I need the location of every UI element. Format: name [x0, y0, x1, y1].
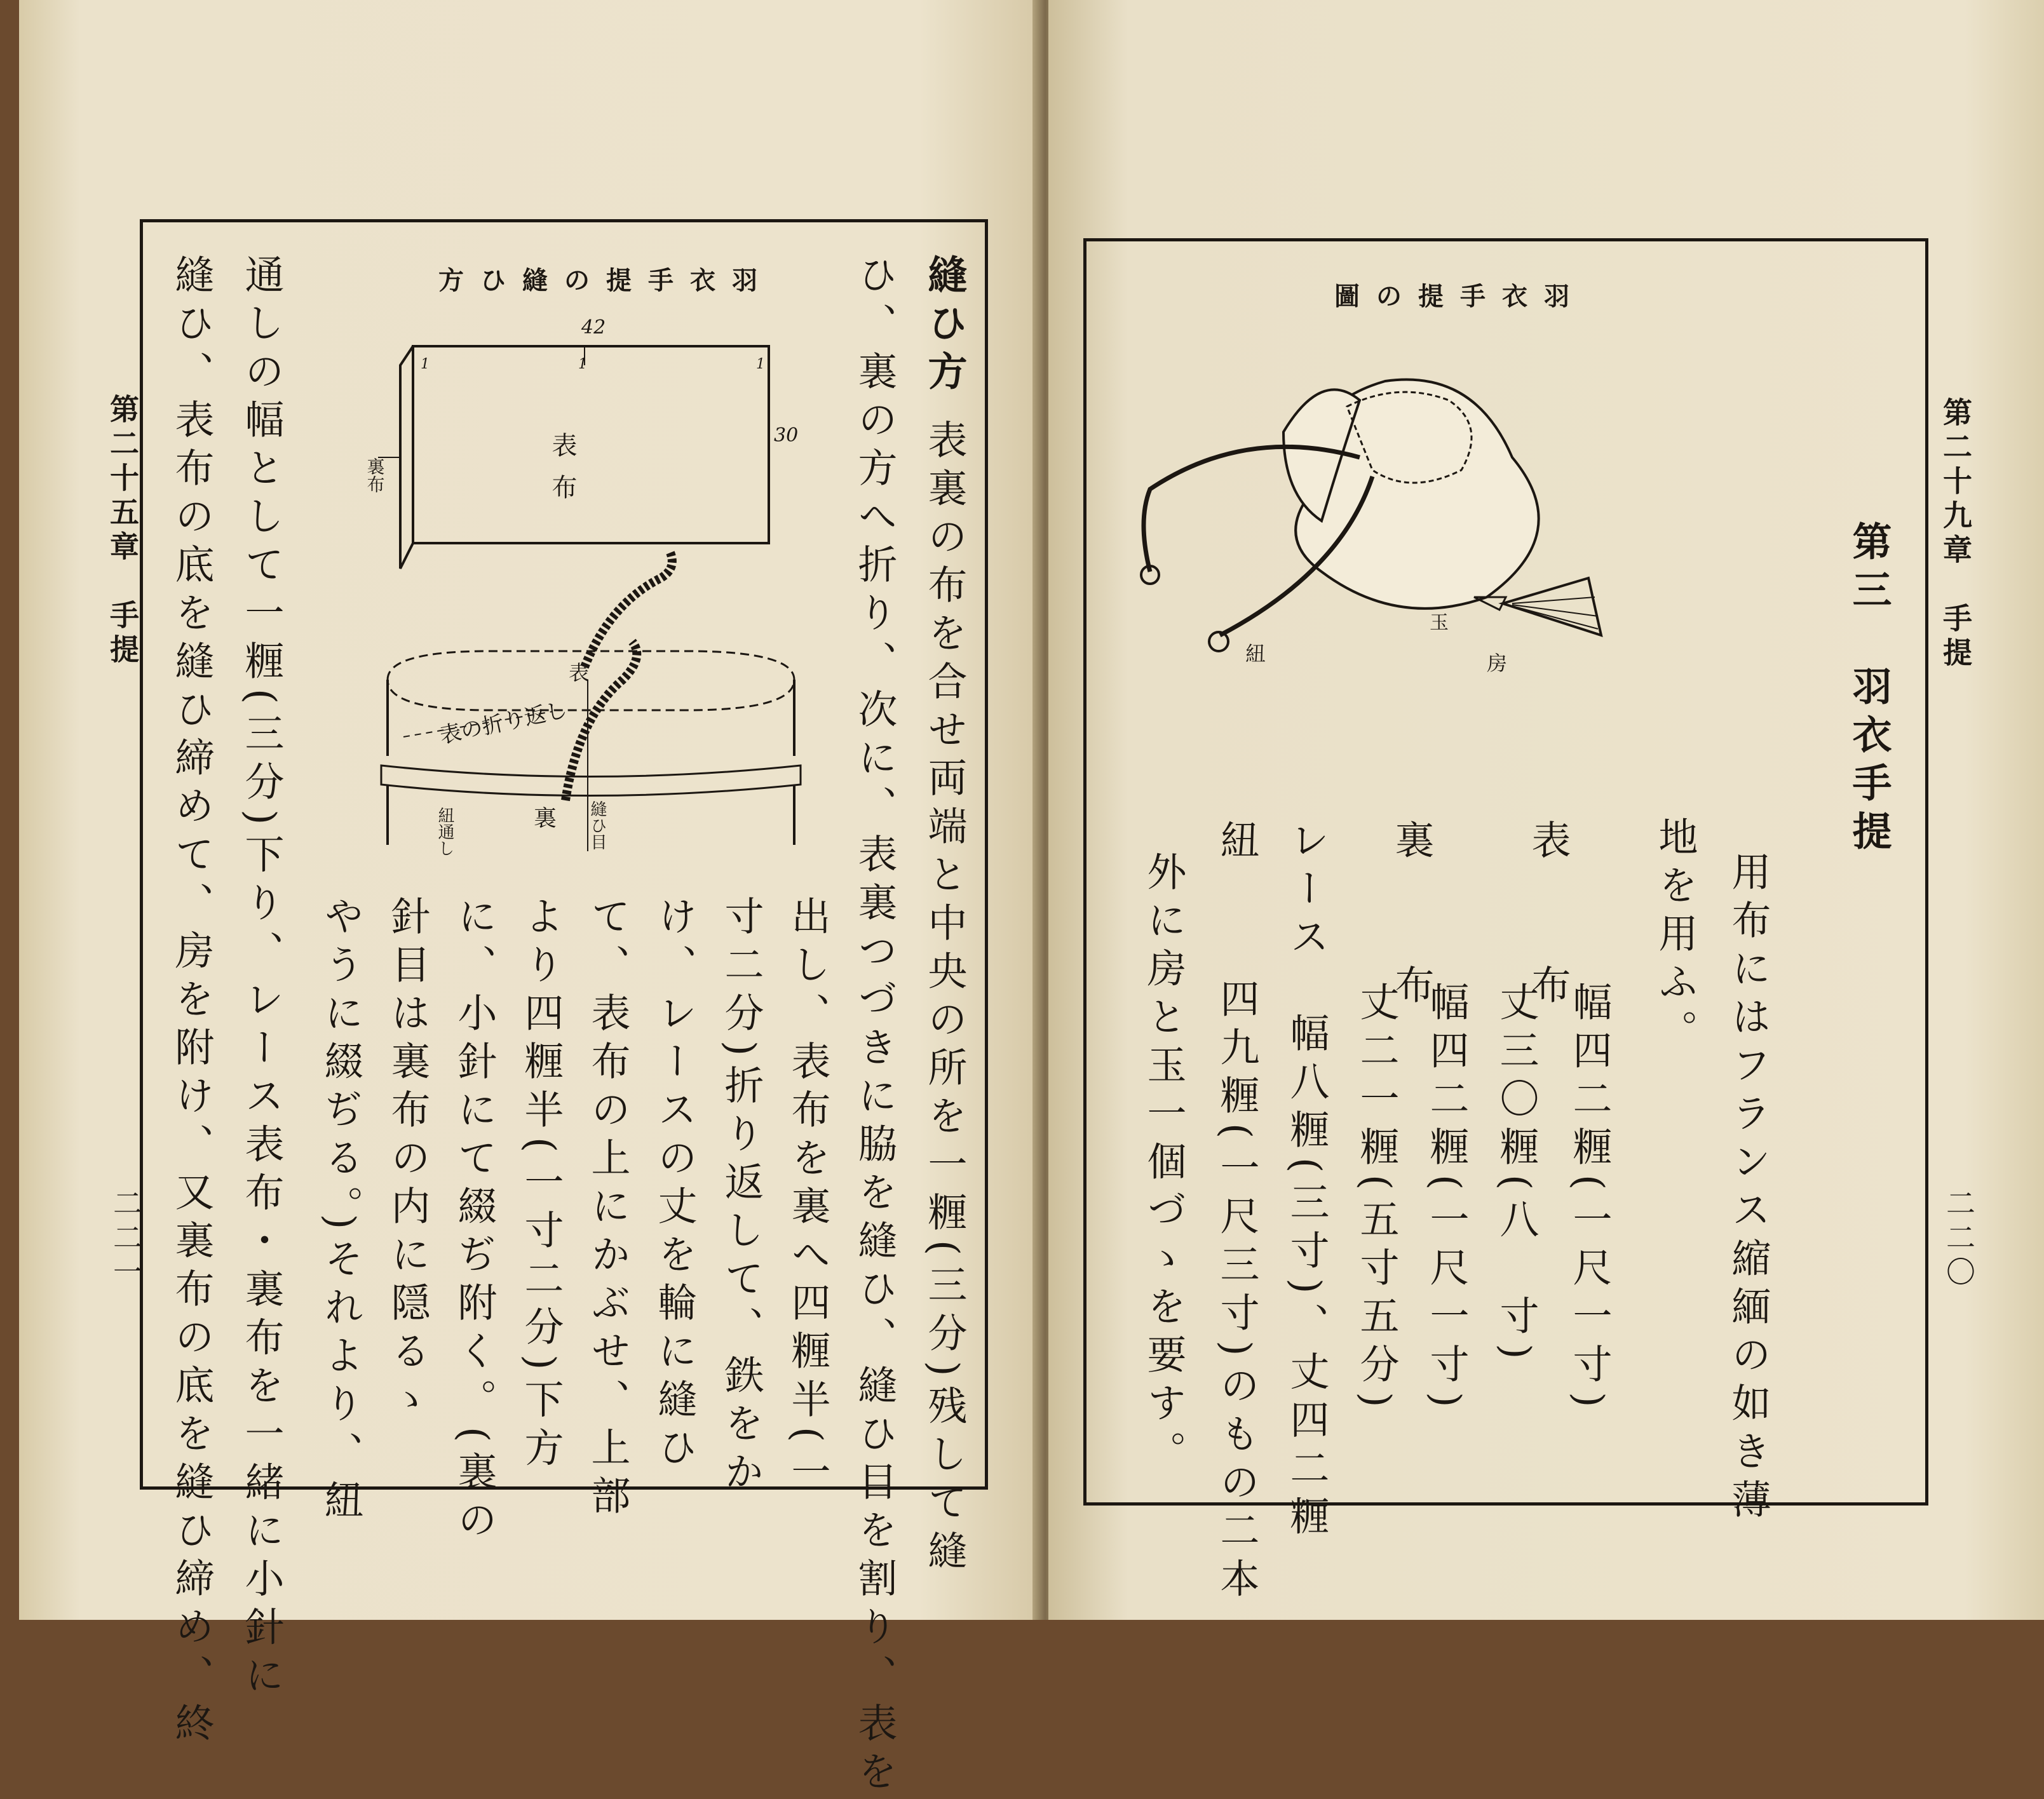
- material-name: 裏 布: [1388, 819, 1435, 1013]
- margin-mark: 1: [578, 356, 587, 372]
- right-section-title: 第三 羽衣手提: [1846, 521, 1892, 859]
- label-omote: 表: [569, 661, 590, 685]
- left-section-title: 縫ひ方: [921, 254, 968, 399]
- label-himo-tooshi: 紐通し: [435, 807, 454, 856]
- body-column: より四糎半(一寸二分)下方: [518, 896, 564, 1476]
- lace-line: レース 幅八糎(三寸)、丈四二糎: [1283, 819, 1330, 1544]
- label-himo: 紐: [1245, 642, 1266, 666]
- body-column: 縫ひ、表布の底を縫ひ締めて、房を附け、又裏布の底を縫ひ締め、終: [168, 254, 215, 1751]
- material-line: 丈三〇糎(八 寸): [1493, 981, 1540, 1368]
- material-name: 表 布: [1525, 819, 1571, 1013]
- extra-line: 外に房と玉一個づゝを要す。: [1140, 851, 1187, 1479]
- body-column: 出し、表布を裏へ四糎半(一: [785, 896, 831, 1500]
- body-column: ひ、裏の方へ折り、次に、表裏つづきに脇を縫ひ、縫ひ目を割り、表を: [851, 254, 898, 1799]
- label-fusa: 房: [1487, 651, 1508, 675]
- body-column: け、レースの丈を輪に縫ひ: [651, 896, 698, 1475]
- left-running-header: 第二十五章 手提: [105, 394, 140, 668]
- label-orikaeshi: 表の折り返し: [437, 697, 570, 749]
- right-running-header: 第二十九章 手提: [1939, 397, 1973, 671]
- margin-mark: 1: [756, 356, 765, 372]
- material-line: 幅四二糎(一尺一寸): [1423, 981, 1470, 1417]
- label-ura: 裏: [534, 805, 557, 832]
- dimension-height: 30: [774, 424, 799, 447]
- sewing-diagram: [343, 299, 799, 870]
- label-tama: 玉: [1430, 612, 1449, 634]
- body-column: 針目は裏布の内に隠るゝ: [384, 896, 431, 1427]
- body-column: 寸二分)折り返して、鉄をか: [718, 896, 764, 1500]
- margin-mark: 1: [421, 356, 430, 372]
- right-page-number: 二二〇: [1942, 1188, 1976, 1291]
- body-column: て、表布の上にかぶせ、上部: [585, 896, 631, 1523]
- dimension-width: 42: [581, 316, 606, 339]
- body-column: 表裏の布を合せ両端と中央の所を一糎(三分)残して縫: [921, 419, 968, 1579]
- intro-line: 用布にはフランス縮緬の如き薄: [1725, 851, 1771, 1527]
- label-ura-nuno: 裏布: [364, 457, 386, 493]
- material-line: 幅四二糎(一尺一寸): [1566, 981, 1613, 1417]
- body-column: やうに綴ぢる。)それより、紐: [318, 896, 364, 1528]
- left-page-number: 二二一: [109, 1188, 143, 1291]
- right-figure-caption: 圖の提手衣羽: [1334, 281, 1586, 311]
- material-line: 丈二一糎(五寸五分): [1353, 981, 1400, 1417]
- label-nuime: 縫ひ目: [588, 800, 607, 850]
- left-figure-caption: 方ひ縫の提手衣羽: [438, 266, 774, 295]
- body-column: 通しの幅として一糎(三分)下り、レース表布・裏布を一緒に小針に: [238, 254, 285, 1703]
- intro-line: 地を用ふ。: [1652, 816, 1698, 1058]
- body-column: に、小針にて綴ぢ附く。(裏の: [451, 896, 497, 1548]
- label-omote-nuno: 表布: [548, 432, 577, 516]
- bag-illustration: [1131, 330, 1627, 686]
- himo-line: 四九糎(一尺三寸)のもの二本: [1214, 978, 1260, 1607]
- himo-label: 紐: [1214, 819, 1260, 868]
